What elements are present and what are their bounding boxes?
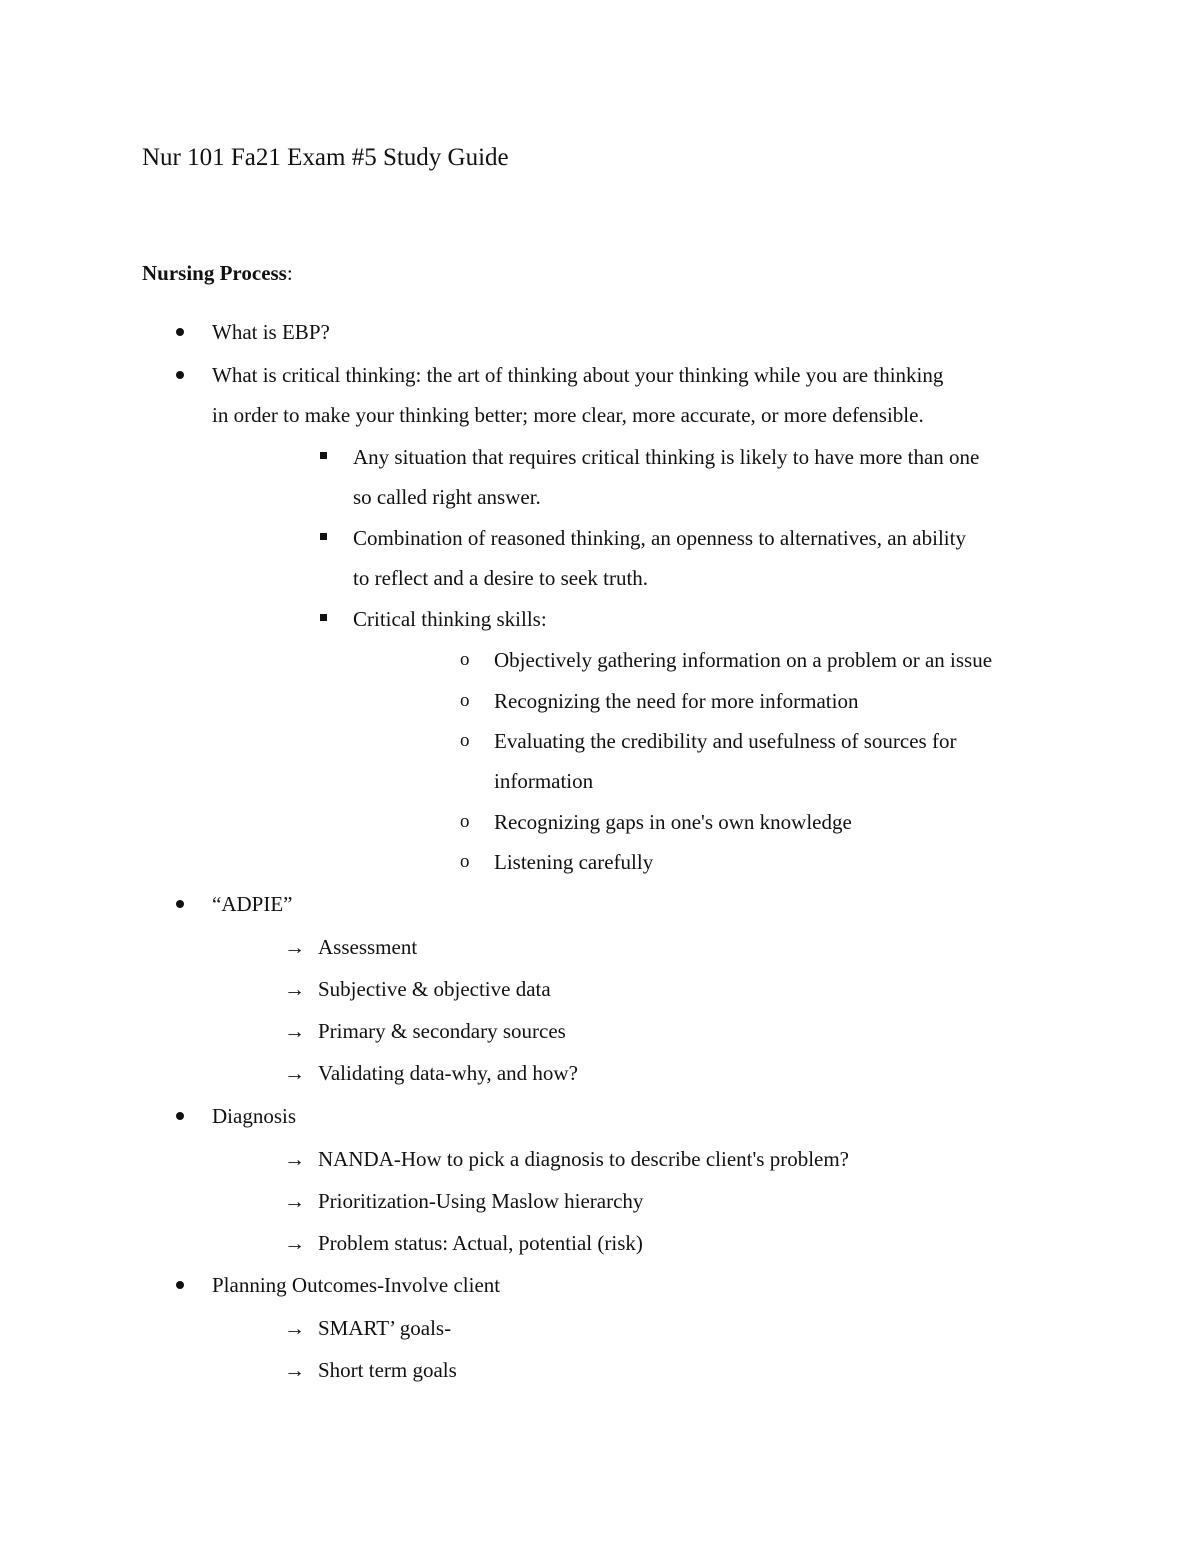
- arrow-icon: →: [284, 1231, 305, 1255]
- skill-item: Listening carefully: [494, 850, 654, 874]
- arrow-icon: →: [284, 935, 305, 959]
- bullet-dot: [176, 371, 184, 379]
- planning-item: Short term goals: [318, 1358, 457, 1382]
- arrow-icon: →: [284, 1061, 305, 1085]
- circle-bullet: o: [460, 851, 470, 872]
- bullet-dot: [176, 900, 184, 908]
- section-heading: [142, 258, 293, 288]
- planning-item: SMART’ goals-: [318, 1316, 452, 1340]
- ct-sub2-line2: to reflect and a desire to seek truth.: [353, 566, 649, 590]
- arrow-icon: →: [284, 1358, 305, 1382]
- bullet-dot: [176, 328, 184, 336]
- arrow-icon: →: [284, 977, 305, 1001]
- square-bullet: [320, 452, 327, 459]
- circle-bullet: o: [460, 649, 470, 670]
- diagnosis-item: NANDA-How to pick a diagnosis to describe client's problem?: [318, 1147, 849, 1171]
- bullet-dot: [176, 1112, 184, 1120]
- bullet-planning: Planning Outcomes-Involve client: [212, 1273, 501, 1297]
- adpie-item: Primary & secondary sources: [318, 1019, 566, 1043]
- arrow-icon: →: [284, 1019, 305, 1043]
- adpie-item: Assessment: [318, 935, 418, 959]
- skill-item: Objectively gathering information on a problem or an issue: [494, 648, 993, 672]
- bullet-dot: [176, 1281, 184, 1289]
- arrow-icon: →: [284, 1147, 305, 1171]
- document-title: Nur 101 Fa21 Exam #5 Study Guide: [142, 144, 509, 171]
- bullet-critical-thinking-line1: What is critical thinking: the art of thinking about your thinking while you are thinking: [212, 363, 944, 387]
- ct-sub1-line1: Any situation that requires critical thinking is likely to have more than one: [353, 445, 980, 469]
- adpie-item: Subjective & objective data: [318, 977, 551, 1001]
- ct-sub1-line2: so called right answer.: [353, 485, 541, 509]
- bullet-adpie: “ADPIE”: [212, 892, 293, 916]
- circle-bullet: o: [460, 811, 470, 832]
- circle-bullet: o: [460, 730, 470, 751]
- ct-sub2-line1: Combination of reasoned thinking, an openness to alternatives, an ability: [353, 526, 966, 550]
- bullet-critical-thinking-line2: in order to make your thinking better; more clear, more accurate, or more defensible.: [212, 403, 924, 427]
- circle-bullet: o: [460, 690, 470, 711]
- skill-item: Recognizing gaps in one's own knowledge: [494, 810, 852, 834]
- bullet-diagnosis: Diagnosis: [212, 1104, 296, 1128]
- adpie-item: Validating data-why, and how?: [318, 1061, 578, 1085]
- arrow-icon: →: [284, 1316, 305, 1340]
- section-heading-label: Nursing Process: [142, 261, 287, 285]
- diagnosis-item: Prioritization-Using Maslow hierarchy: [318, 1189, 644, 1213]
- arrow-icon: →: [284, 1189, 305, 1213]
- skill-item: Evaluating the credibility and usefulness of sources for: [494, 729, 957, 753]
- ct-sub3: Critical thinking skills:: [353, 607, 547, 631]
- section-heading-colon: :: [286, 261, 293, 285]
- square-bullet: [320, 533, 327, 540]
- skill-item: Recognizing the need for more information: [494, 689, 859, 713]
- square-bullet: [320, 614, 327, 621]
- bullet-ebp: What is EBP?: [212, 320, 330, 344]
- skill-item-continued: information: [494, 769, 594, 793]
- diagnosis-item: Problem status: Actual, potential (risk): [318, 1231, 643, 1255]
